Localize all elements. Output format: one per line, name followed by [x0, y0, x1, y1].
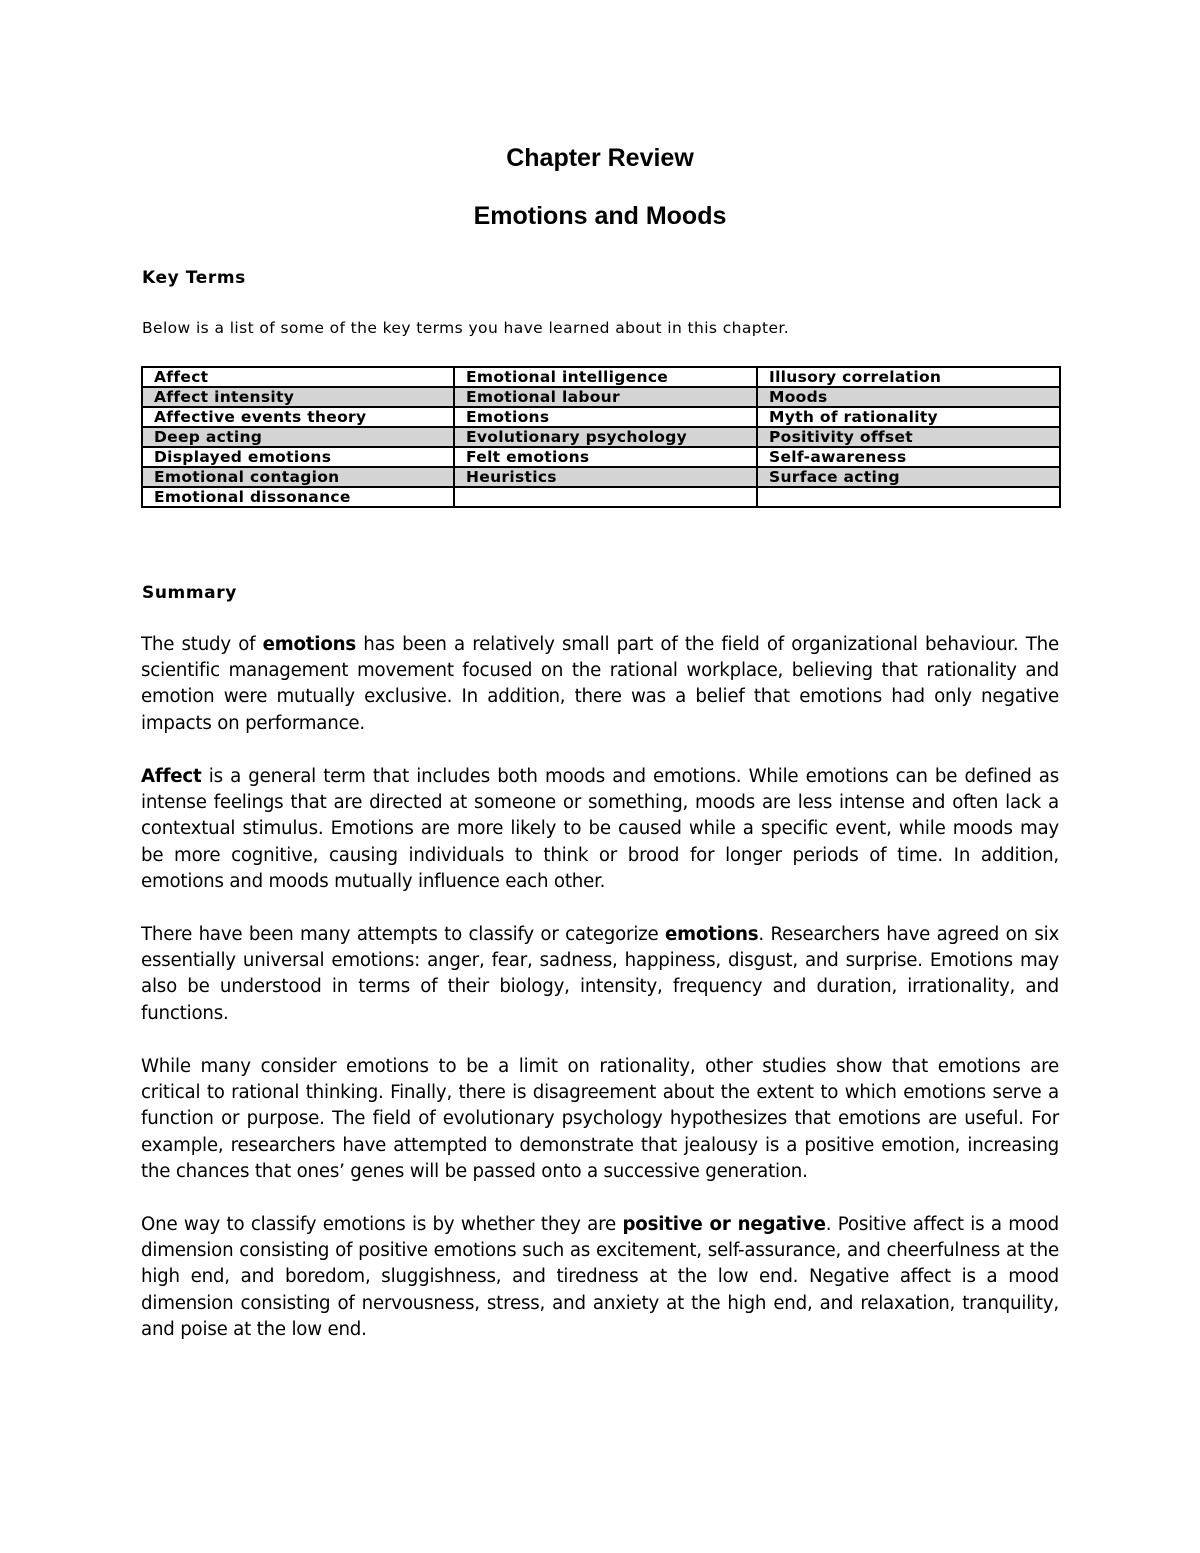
- term-cell: Myth of rationality: [757, 407, 1060, 427]
- table-row: [142, 387, 1060, 407]
- term-cell: Positivity offset: [757, 427, 1060, 447]
- term-cell: [454, 487, 757, 507]
- text-run: There have been many attempts to classify or categorize: [141, 924, 666, 945]
- bold-term: positive or negative: [622, 1214, 826, 1235]
- summary-paragraph-5: [141, 1212, 1059, 1343]
- term-cell: Affective events theory: [142, 407, 454, 427]
- term-cell: Evolutionary psychology: [454, 427, 757, 447]
- term-cell: Surface acting: [757, 467, 1060, 487]
- bold-term: emotions: [665, 924, 759, 945]
- table-row: [142, 447, 1060, 467]
- text-run: . Positive affect is a mood dimension consisting of positive emotions such as excitement, self-assurance, and cheerfulness at the high end, and boredom, sluggishness, and tiredness at the low end. Negative affect is a mood dimension consisting of nervousness, stress, and anxiety at the high end, and relaxation, tranquility, and poise at the low end.: [141, 1214, 1059, 1340]
- text-run: has been a relatively small part of the field of organizational behaviour. The scientific management movement focused on the rational workplace, believing that rationality and emotion were mutually exclusive. In addition, there was a belief that emotions had only negative impacts on performance.: [141, 634, 1059, 734]
- text-run: The study of: [141, 634, 263, 655]
- term-cell: Emotions: [454, 407, 757, 427]
- bold-term: emotions: [262, 634, 357, 655]
- term-cell: Self-awareness: [757, 447, 1060, 467]
- term-cell: Deep acting: [142, 427, 454, 447]
- summary-paragraph-2: [141, 764, 1059, 895]
- term-cell: Illusory correlation: [757, 367, 1060, 387]
- summary-paragraph-4: [141, 1054, 1059, 1185]
- term-cell: Affect: [142, 367, 454, 387]
- term-cell: Moods: [757, 387, 1060, 407]
- key-terms-intro: Below is a list of some of the key terms you have learned about in this chapter.: [142, 319, 790, 337]
- chapter-title: Chapter Review: [506, 144, 694, 172]
- term-cell: Emotional dissonance: [142, 487, 454, 507]
- term-cell: Felt emotions: [454, 447, 757, 467]
- summary-paragraph-1: [141, 632, 1059, 737]
- table-row: [142, 467, 1060, 487]
- term-cell: Displayed emotions: [142, 447, 454, 467]
- table-row: [142, 407, 1060, 427]
- key-terms-table: [141, 366, 1061, 508]
- summary-heading: Summary: [142, 583, 237, 603]
- key-terms-heading: Key Terms: [142, 268, 246, 288]
- table-row: [142, 427, 1060, 447]
- table-row: [142, 487, 1060, 507]
- term-cell: Affect intensity: [142, 387, 454, 407]
- bold-term: Affect: [141, 766, 202, 787]
- summary-paragraph-3: [141, 922, 1059, 1027]
- term-cell: [757, 487, 1060, 507]
- term-cell: Emotional intelligence: [454, 367, 757, 387]
- term-cell: Emotional contagion: [142, 467, 454, 487]
- text-run: While many consider emotions to be a limit on rationality, other studies show that emotions are critical to rational thinking. Finally, there is disagreement about the extent to which emotions serve a function or purpose. The field of evolutionary psychology hypothesizes that emotions are useful. For example, researchers have attempted to demonstrate that jealousy is a positive emotion, increasing the chances that ones’ genes will be passed onto a successive generation.: [141, 1056, 1059, 1182]
- chapter-subtitle: Emotions and Moods: [473, 202, 727, 230]
- term-cell: Heuristics: [454, 467, 757, 487]
- text-run: is a general term that includes both moods and emotions. While emotions can be defined as intense feelings that are directed at someone or something, moods are less intense and often lack a contextual stimulus. Emotions are more likely to be caused while a specific event, while moods may be more cognitive, causing individuals to think or brood for longer periods of time. In addition, emotions and moods mutually influence each other.: [141, 766, 1059, 892]
- text-run: One way to classify emotions is by whether they are: [141, 1214, 623, 1235]
- text-run: . Researchers have agreed on six essentially universal emotions: anger, fear, sadness, happiness, disgust, and surprise. Emotions may also be understood in terms of their biology, intensity, frequency and duration, irrationality, and functions.: [141, 924, 1060, 1024]
- term-cell: Emotional labour: [454, 387, 757, 407]
- table-row: [142, 367, 1060, 387]
